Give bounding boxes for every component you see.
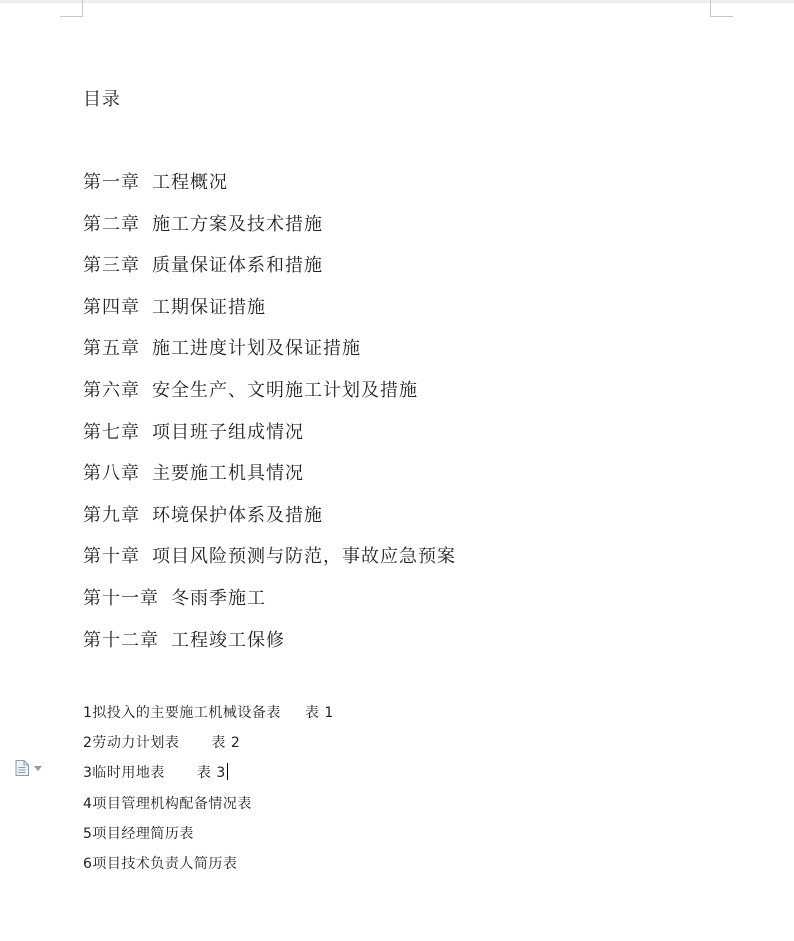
chapter-number: 第五章: [83, 338, 140, 360]
chapter-line[interactable]: [83, 336, 456, 378]
document-icon: [15, 760, 29, 776]
chapter-number: 第十章: [83, 546, 140, 568]
chapter-number: 第十一章: [83, 587, 159, 609]
attachment-title: 1拟投入的主要施工机械设备表: [83, 705, 281, 721]
chapter-number: 第八章: [83, 463, 140, 485]
paragraph-options-button[interactable]: [15, 760, 45, 778]
attachment-title: 4项目管理机构配备情况表: [83, 795, 252, 812]
chapter-title: 施工进度计划及保证措施: [152, 338, 361, 360]
text-cursor: [227, 763, 228, 780]
chapter-title: 工期保证措施: [152, 296, 266, 318]
chapter-title: 工程概况: [152, 172, 228, 193]
chapter-line[interactable]: [83, 503, 456, 545]
chapter-line[interactable]: [83, 378, 456, 420]
chapter-line[interactable]: [83, 295, 456, 337]
chapter-title: 项目风险预测与防范，事故应急预案: [152, 546, 456, 568]
chapter-line[interactable]: [83, 461, 456, 503]
chapter-line[interactable]: [83, 544, 456, 586]
chapter-line[interactable]: [83, 253, 456, 295]
table-reference: 表 3: [196, 765, 226, 782]
chapter-list: [83, 170, 456, 669]
chapter-line[interactable]: [83, 628, 456, 670]
attachment-line[interactable]: [83, 732, 334, 762]
chapter-title: 工程竣工保修: [171, 629, 285, 651]
attachment-list: [83, 702, 334, 883]
chapter-title: 环境保护体系及措施: [152, 504, 323, 526]
table-reference: 表 1: [304, 705, 334, 721]
page-top-edge: [0, 0, 794, 3]
chapter-number: 第六章: [83, 379, 140, 401]
attachment-title: 6项目技术负责人简历表: [83, 855, 238, 872]
chapter-title: 质量保证体系和措施: [152, 255, 323, 277]
chapter-title: 冬雨季施工: [171, 587, 266, 609]
chapter-title: 主要施工机具情况: [152, 463, 304, 485]
chapter-line[interactable]: [83, 420, 456, 462]
table-reference: 表 2: [211, 735, 241, 752]
chapter-number: 第十二章: [83, 629, 159, 651]
chapter-number: 第四章: [83, 296, 140, 318]
chapter-number: 第一章: [83, 172, 140, 193]
attachment-line[interactable]: [83, 823, 334, 853]
chevron-down-icon: [34, 766, 42, 771]
attachment-line[interactable]: [83, 702, 334, 732]
chapter-title: 安全生产、文明施工计划及措施: [152, 379, 418, 401]
attachment-line[interactable]: [83, 793, 334, 823]
chapter-number: 第七章: [83, 421, 140, 443]
margin-corner-mark-left: [60, 0, 83, 17]
chapter-title: 项目班子组成情况: [152, 421, 304, 443]
chapter-line[interactable]: [83, 586, 456, 628]
margin-corner-mark-right: [710, 0, 733, 17]
attachment-line[interactable]: [83, 853, 334, 883]
chapter-number: 第二章: [83, 213, 140, 235]
chapter-title: 施工方案及技术措施: [152, 213, 323, 235]
chapter-number: 第九章: [83, 504, 140, 526]
attachment-title: 5项目经理简历表: [83, 825, 194, 842]
toc-heading[interactable]: 目录: [83, 89, 121, 110]
attachment-title: 2劳动力计划表: [83, 735, 180, 752]
chapter-line[interactable]: [83, 212, 456, 254]
attachment-title: 3临时用地表: [83, 765, 165, 782]
chapter-line[interactable]: [83, 170, 456, 212]
attachment-line[interactable]: [83, 762, 334, 792]
chapter-number: 第三章: [83, 255, 140, 277]
